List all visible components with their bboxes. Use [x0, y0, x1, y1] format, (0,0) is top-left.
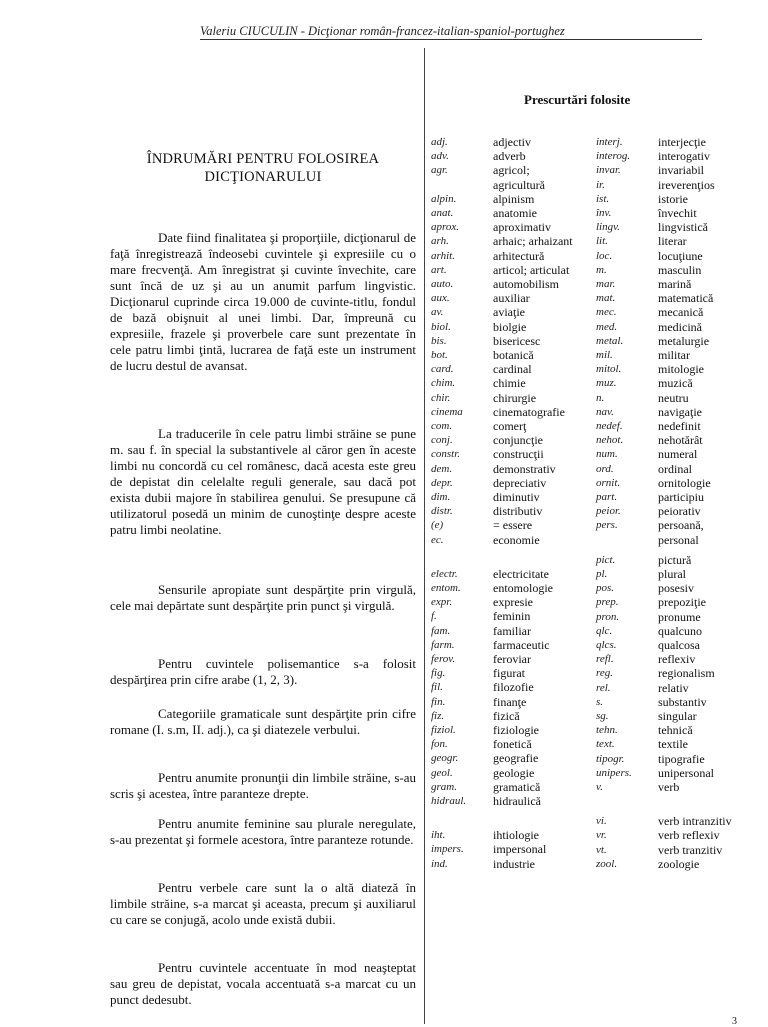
- abbreviation-meaning: pronume: [658, 609, 701, 624]
- page-number: 3: [732, 1016, 737, 1027]
- abbreviation-meaning: masculin: [658, 262, 702, 277]
- guideline-paragraph: Pentru anumite feminine sau plurale neregulate, s-au prezentat şi formele acestora, între paranteze rotunde.: [110, 816, 416, 847]
- abbreviation-meaning: demonstrativ: [493, 461, 556, 476]
- abbreviation-meaning: verb: [658, 780, 680, 794]
- abbreviation-meaning: metalurgie: [658, 333, 710, 348]
- abbreviation: distr.: [431, 505, 453, 518]
- abbreviation: gram.: [431, 780, 457, 793]
- abbreviation: agr.: [431, 164, 448, 177]
- abbreviation-meaning: militar: [658, 348, 690, 362]
- abbreviation-meaning: istorie: [658, 191, 688, 206]
- abbreviation: tehn.: [596, 724, 618, 737]
- abbreviation-meaning: entomologie: [493, 581, 553, 595]
- abbreviation: vr.: [596, 829, 607, 842]
- guideline-paragraph: Pentru cuvintele polisemantice s-a folosit despărţirea prin cifre arabe (1, 2, 3).: [110, 656, 416, 687]
- page-header: Valeriu CIUCULIN - Dicţionar român-francez-italian-spaniol-portughez: [200, 24, 565, 38]
- abbreviation: ec.: [431, 533, 444, 546]
- abbreviation-meaning: cardinal: [493, 362, 532, 377]
- guidelines-title: [110, 150, 416, 186]
- abbreviation-meaning: mecanică: [658, 305, 704, 320]
- abbreviation-meaning: învechit: [658, 206, 697, 220]
- abbreviation-meaning: numeral: [658, 447, 698, 462]
- abbreviation-meaning: agricol;: [493, 163, 530, 178]
- abbreviation-meaning: ireverenţios: [658, 177, 715, 192]
- abbreviation: dim.: [431, 491, 451, 503]
- abbreviation-meaning: cinematografie: [493, 404, 565, 419]
- abbreviation: mar.: [596, 278, 616, 290]
- abbreviation: constr.: [431, 448, 461, 461]
- guideline-paragraph: Pentru verbele care sunt la o altă diateză în limbile străine, s-a marcat şi aceasta, precum şi auxiliarul cu care se conjugă, acolo unde există dubii.: [110, 880, 416, 927]
- abbreviation: tipogr.: [596, 752, 625, 765]
- abbreviation-meaning: unipersonal: [658, 765, 714, 780]
- abbreviation-meaning: lingvistică: [658, 220, 708, 235]
- abbreviation: zool.: [596, 857, 618, 870]
- abbreviation: hidraul.: [431, 795, 467, 807]
- abbreviation-meaning: alpinism: [493, 191, 535, 206]
- abbreviation-meaning: construcţii: [493, 447, 544, 462]
- abbreviation-meaning: interogativ: [658, 149, 710, 164]
- abbreviation-meaning: feminin: [493, 609, 531, 624]
- abbreviation: reg.: [596, 667, 614, 680]
- abbreviation: aux.: [431, 292, 450, 305]
- abbreviation: f.: [431, 610, 437, 623]
- abbreviation-meaning: feroviar: [493, 652, 531, 666]
- abbreviation: com.: [431, 420, 453, 432]
- abbreviation: înv.: [596, 207, 612, 219]
- abbreviation: dem.: [431, 462, 453, 475]
- abbreviation: mat.: [596, 292, 616, 305]
- abbreviation-meaning: persoană,: [658, 518, 704, 533]
- abbreviation-meaning: hidraulică: [493, 794, 541, 808]
- abbreviation: auto.: [431, 278, 454, 290]
- abbreviation: fam.: [431, 624, 451, 637]
- abbreviation-meaning: electricitate: [493, 566, 549, 581]
- abbreviation: text.: [596, 738, 615, 751]
- abbreviation-meaning: aviaţie: [493, 305, 525, 320]
- abbreviation-meaning: regionalism: [658, 666, 715, 681]
- abbreviation-meaning: peiorativ: [658, 504, 701, 519]
- abbreviation-meaning: participiu: [658, 490, 704, 504]
- abbreviation: lingv.: [596, 221, 620, 234]
- abbreviation: part.: [596, 491, 618, 503]
- abbreviation: fin.: [431, 695, 446, 708]
- abbreviation: loc.: [596, 249, 613, 262]
- abbreviation: entom.: [431, 582, 461, 594]
- abbreviation-meaning: botanică: [493, 348, 534, 362]
- abbreviation-meaning: fizică: [493, 708, 520, 723]
- abbreviation: fiz.: [431, 709, 445, 722]
- abbreviation-meaning: verb reflexiv: [658, 828, 720, 843]
- abbreviation: geol.: [431, 766, 453, 779]
- abbreviation: (e): [431, 519, 444, 532]
- abbreviation-meaning: fiziologie: [493, 723, 539, 737]
- abbreviation: interog.: [596, 150, 631, 163]
- abbreviation-meaning: chirurgie: [493, 390, 537, 405]
- abbreviation: iht.: [431, 829, 446, 842]
- abbreviation: mec.: [596, 306, 617, 319]
- guideline-paragraph: La traducerile în cele patru limbi străine se pune m. sau f. în special la substantivele al căror gen în aceste limbi nu concordă cu cel românesc, dacă acesta este greu de depistat din celelalte reguli generale, sau dacă pot exista dubii majore în stabilirea genului. Se presupune că utilizatorul posedă un minim de cunoştinţe despre aceste patru limbi neolatine.: [110, 426, 416, 537]
- abbreviation: bot.: [431, 349, 448, 361]
- abbreviation-meaning: verb intranzitiv: [658, 814, 732, 829]
- abbreviation-meaning: interjecţie: [658, 135, 706, 149]
- abbreviation-meaning: comerţ: [493, 419, 527, 433]
- abbreviation: electr.: [431, 567, 458, 580]
- abbreviation: interj.: [596, 136, 623, 148]
- abbreviation-meaning: zoologie: [658, 856, 700, 871]
- abbreviation: pers.: [596, 519, 618, 532]
- abbreviation: mitol.: [596, 363, 622, 376]
- abbreviation: chim.: [431, 377, 456, 390]
- abbreviation: peior.: [596, 505, 621, 518]
- abbreviation: unipers.: [596, 766, 632, 779]
- abbreviation-meaning: articol; articulat: [493, 262, 570, 277]
- abbreviation: prep.: [596, 596, 619, 609]
- abbreviation-meaning: literar: [658, 234, 687, 249]
- abbreviation: invar.: [596, 164, 621, 177]
- abbreviation-meaning: matematică: [658, 291, 714, 306]
- abbreviation-meaning: ornitologie: [658, 475, 711, 490]
- abbreviation-meaning: conjuncţie: [493, 433, 543, 448]
- abbreviation: ir.: [596, 178, 605, 191]
- abbreviation: v.: [596, 781, 603, 793]
- abbreviation-meaning: anatomie: [493, 206, 537, 220]
- abbreviation: fig.: [431, 667, 446, 680]
- abbreviation: refl.: [596, 653, 614, 666]
- abbreviation-meaning: fonetică: [493, 737, 532, 752]
- abbreviation: chir.: [431, 391, 451, 404]
- abbreviation-meaning: = essere: [493, 518, 533, 533]
- abbreviation: muz.: [596, 377, 617, 390]
- abbreviation: bis.: [431, 334, 447, 347]
- abbreviation-meaning: reflexiv: [658, 652, 696, 667]
- abbreviation-meaning: plural: [658, 567, 686, 581]
- abbreviation-meaning: impersonal: [493, 842, 547, 857]
- abbreviation: adv.: [431, 150, 449, 163]
- abbreviation-meaning: singular: [658, 709, 697, 723]
- abbreviation-meaning: pictură: [658, 552, 692, 567]
- abbreviation-meaning: prepoziţie: [658, 595, 706, 610]
- abbreviation: geogr.: [431, 752, 459, 765]
- abbreviation-meaning: agricultură: [493, 177, 545, 192]
- abbreviation-meaning: arhaic; arhaizant: [493, 234, 573, 249]
- abbreviation: art.: [431, 263, 447, 276]
- abbreviation: vi.: [596, 815, 607, 828]
- guideline-paragraph: Pentru anumite pronunţii din limbile străine, s-au scris şi acestea, între paranteze drepte.: [110, 770, 416, 801]
- guideline-paragraph: Categoriile gramaticale sunt despărţite prin cifre romane (I. s.m, II. adj.), ca şi diatezele verbului.: [110, 706, 416, 737]
- abbreviation: nedef.: [596, 420, 623, 432]
- abbreviation-meaning: neutru: [658, 390, 689, 405]
- abbreviation: ornit.: [596, 476, 621, 489]
- abbreviation: mil.: [596, 349, 613, 361]
- abbreviation-meaning: substantiv: [658, 694, 707, 709]
- abbreviation: vt.: [596, 843, 607, 856]
- abbreviation-meaning: ordinal: [658, 461, 692, 476]
- abbreviation-meaning: adjectiv: [493, 135, 531, 149]
- abbreviation-meaning: ihtiologie: [493, 828, 539, 843]
- abbreviation-meaning: filozofie: [493, 680, 534, 695]
- abbreviation: arhit.: [431, 249, 455, 262]
- guidelines-section: [110, 150, 416, 1007]
- abbreviation-meaning: geografie: [493, 751, 539, 766]
- abbreviation-meaning: posesiv: [658, 581, 694, 596]
- abbreviation-meaning: expresie: [493, 595, 533, 610]
- abbreviation: ord.: [596, 462, 614, 475]
- abbreviation-meaning: nedefinit: [658, 419, 701, 433]
- abbreviation: n.: [596, 391, 605, 404]
- abbreviation: num.: [596, 448, 618, 461]
- guideline-paragraph: Sensurile apropiate sunt despărţite prin virgulă, cele mai depărtate sunt despărţite prin punct şi virgulă.: [110, 582, 416, 613]
- abbreviation-meaning: locuţiune: [658, 248, 703, 263]
- abbreviation: farm.: [431, 638, 455, 651]
- column-divider: [424, 48, 425, 1024]
- abbreviation: adj.: [431, 136, 448, 148]
- abbreviation: metal.: [596, 334, 624, 347]
- abbreviation-meaning: economie: [493, 532, 540, 547]
- abbreviation-meaning: tehnică: [658, 723, 693, 738]
- abbreviation-meaning: bisericesc: [493, 333, 541, 348]
- abbreviation: fiziol.: [431, 724, 456, 736]
- abbreviation: alpin.: [431, 192, 457, 205]
- abbreviation: anat.: [431, 207, 454, 219]
- abbreviation-meaning: biolgie: [493, 319, 527, 334]
- abbreviation-meaning: medicină: [658, 319, 702, 334]
- abbreviation: rel.: [596, 681, 611, 694]
- abbreviation-meaning: marină: [658, 277, 692, 291]
- abbreviation: expr.: [431, 596, 453, 609]
- abbreviation: nehot.: [596, 434, 624, 447]
- abbreviation-meaning: depreciativ: [493, 475, 547, 490]
- abbreviation: fil.: [431, 681, 443, 694]
- header-rule: [200, 39, 702, 40]
- abbreviation-meaning: qualcosa: [658, 638, 700, 652]
- abbreviation-meaning: adverb: [493, 149, 526, 164]
- abbreviation: cinema: [431, 405, 463, 418]
- abbreviation-meaning: distributiv: [493, 504, 543, 519]
- abbreviation: ferov.: [431, 653, 456, 665]
- abbreviation: conj.: [431, 434, 453, 447]
- abbreviation-meaning: navigaţie: [658, 404, 702, 419]
- abbreviation: pron.: [596, 610, 620, 623]
- abbreviation: qlcs.: [596, 639, 617, 651]
- abbreviation: ind.: [431, 857, 448, 870]
- abbreviation: pict.: [596, 553, 616, 566]
- abbreviation: biol.: [431, 320, 451, 333]
- abbreviation: pos.: [596, 582, 615, 595]
- abbreviation: fon.: [431, 738, 448, 751]
- abbreviations-title: Prescurtări folosite: [524, 92, 631, 107]
- abbreviation-meaning: figurat: [493, 666, 525, 681]
- abbreviation-meaning: mitologie: [658, 362, 704, 377]
- abbreviation-meaning: nehotărât: [658, 433, 703, 448]
- abbreviation: nav.: [596, 405, 614, 418]
- abbreviation-meaning: geologie: [493, 765, 535, 780]
- abbreviation-meaning: auxiliar: [493, 291, 530, 306]
- guidelines-title-line2: DICŢIONARULUI: [204, 169, 322, 185]
- abbreviation-meaning: invariabil: [658, 163, 704, 178]
- abbreviation-meaning: industrie: [493, 856, 535, 871]
- abbreviation-meaning: tipografie: [658, 751, 705, 766]
- abbreviation: av.: [431, 306, 444, 319]
- abbreviation-meaning: gramatică: [493, 779, 541, 794]
- abbreviation-meaning: personal: [658, 532, 699, 547]
- abbreviation: m.: [596, 263, 607, 276]
- abbreviation: arh.: [431, 235, 449, 248]
- abbreviation: ist.: [596, 192, 610, 205]
- abbreviation-meaning: finanţe: [493, 694, 527, 709]
- abbreviation-meaning: relativ: [658, 680, 689, 695]
- abbreviation: impers.: [431, 843, 464, 856]
- abbreviation: pl.: [596, 568, 608, 580]
- abbreviation-meaning: chimie: [493, 376, 526, 391]
- abbreviation: lit.: [596, 235, 608, 248]
- abbreviation: sg.: [596, 710, 609, 722]
- abbreviation-meaning: qualcuno: [658, 623, 702, 638]
- abbreviation-meaning: automobilism: [493, 277, 559, 291]
- abbreviation-meaning: textile: [658, 737, 688, 752]
- abbreviation: qlc.: [596, 624, 613, 637]
- abbreviation: med.: [596, 320, 618, 333]
- guidelines-title-line1: ÎNDRUMĂRI PENTRU FOLOSIREA: [146, 151, 380, 167]
- guideline-paragraph: Date fiind finalitatea şi proporţiile, dicţionarul de faţă înregistrează îndeosebi cuvintele şi expresiile cu o mare frecvenţă. Am înregistrat şi cuvinte învechite, care sunt încă de uz şi au un anumit parfum lingvistic. Dicţionarul cuprinde circa 19.000 de cuvinte-titlu, fondul de bază obişnuit al unei limbi. Dar, împreună cu expresiile, frazele şi proverbele care sunt prezentate în cele patru limbi ţintă, lucrarea de faţă este un instrument de lucru destul de avansat.: [110, 230, 416, 373]
- abbreviation-meaning: farmaceutic: [493, 637, 550, 652]
- abbreviation-meaning: muzică: [658, 376, 693, 391]
- abbreviation-meaning: verb tranzitiv: [658, 842, 723, 857]
- abbreviation: card.: [431, 363, 454, 376]
- abbreviation: aprox.: [431, 221, 460, 234]
- abbreviation-meaning: diminutiv: [493, 490, 540, 504]
- guideline-paragraph: Pentru cuvintele accentuate în mod neaşteptat sau greu de depistat, vocala accentuată s-a marcat cu un punct dedesubt.: [110, 960, 416, 1007]
- abbreviation-meaning: familiar: [493, 623, 531, 638]
- abbreviation-meaning: arhitectură: [493, 248, 545, 263]
- abbreviation: s.: [596, 695, 604, 708]
- abbreviation-meaning: aproximativ: [493, 220, 551, 235]
- abbreviation: depr.: [431, 476, 453, 489]
